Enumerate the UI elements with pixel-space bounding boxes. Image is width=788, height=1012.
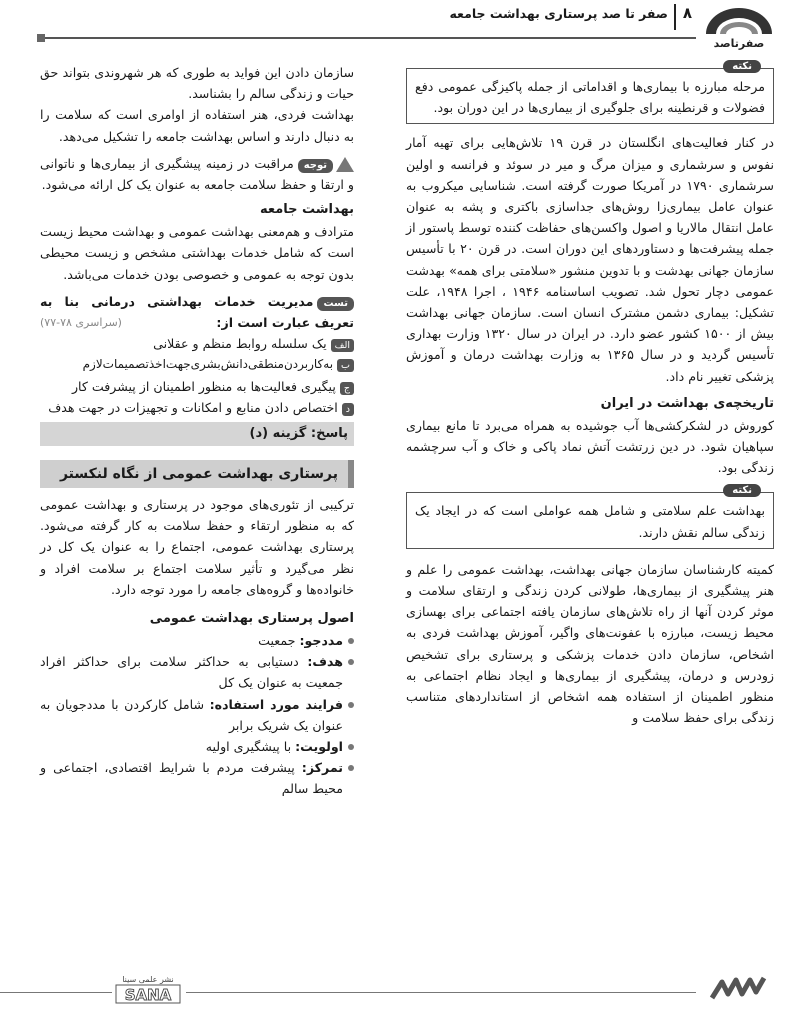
corner-mark-icon [708, 974, 768, 1004]
option-key: د [342, 403, 354, 416]
list-item [40, 757, 354, 799]
option-key: ب [337, 359, 354, 372]
option-b [40, 354, 354, 375]
community-health-heading: بهداشت جامعه [259, 202, 354, 218]
iran-history-heading: تاریخچه‌ی بهداشت در ایران [600, 395, 774, 411]
who-definition-paragraph: کمیته کارشناسان سازمان جهانی بهداشت، بهداشت عمومی را علم و هنر پیشگیری از بیماری‌ها، طولانی کردن زندگی و ارتقای سلامت و موثر کردن آنها از راه تلاش‌های سازمان یافته اجتماعی برای بهسازی محیط زیست، مبارزه با عفونت‌های واگیر، آموزش بهداشت فردی به اشخاص، سازمان دادن خدمات پزشکی و پرستاری برای تشخیص زودرس و درمان، پیشگیری از بیماری‌ها و ایجاد نظام اجتماعی به منظور اطمینان از استفاده همه اشخاص از استانداردهای متناسب زندگی برای حفظ سلامت و [406, 561, 774, 726]
list-item [40, 651, 354, 693]
note-badge: نکته [723, 484, 761, 497]
attention-badge: توجه [298, 159, 333, 173]
answer-bar: پاسخ: گزینه (د) [40, 422, 354, 446]
note-text: مرحله مبارزه با بیماری‌ها و اقداماتی از جمله پاکیزگی عمومی دفع فضولات و قرنطینه برای جلوگیری از بیماری‌ها در این دوران بود. [415, 79, 765, 116]
test-badge: تست [317, 297, 354, 311]
note-box [406, 61, 774, 124]
attention-text: مراقبت در زمینه پیشگیری از بیماری‌ها و ناتوانی و ارتقا و حفظ سلامت جامعه به عنوان یک کل ارائه می‌شود. [40, 155, 354, 193]
running-title: صفر تا صد پرستاری بهداشت جامعه [449, 6, 668, 21]
history-paragraph: در کنار فعالیت‌های انگلستان در قرن ۱۹ تلاش‌هایی برای تهیه آمار نفوس و سرشماری و میزان مرگ و میر در سوئد و فرانسه و اولین سرشماری ۱۷۹۰ در آمریکا صورت گرفته است. شناسایی میکروب به عنوان عامل بیماری‌زا روش‌های جداسازی باکتری و پشه به عنوان عامل انتقال مالاریا و اصول واکسن‌های حفاظت کننده توسط پاستور از جمله پیشرفت‌ها و دستاوردهای این دوران است. در قرن ۲۰ با تأسیس سازمان جهانی بهدشت و با تدوین منشور «سلامتی برای همه» بهدشت عمومی دچار تحول شد. تصویب اساسنامه ۱۹۴۶ ، اجرا ۱۹۴۸، علت تشکیل: بیماری دشمن مشترک انسان است. سازمان جهانی بهداشت بیش از ۱۵۰۰ کشور عضو دارد. در ایران در سال ۱۳۲۰ وزارت بهداری تأسیس گردید و در سال ۱۳۶۵ به وزارت بهداشت درمان و آموزش پزشکی تغییر نام داد. [406, 135, 775, 384]
note-box [406, 485, 774, 548]
question-text: مدیریت خدمات بهداشتی درمانی بنا به تعریف عبارت است از: [40, 293, 354, 331]
option-a [40, 333, 354, 354]
publisher-logo-icon [112, 972, 184, 1006]
list-item [40, 736, 354, 757]
option-d [40, 397, 354, 418]
header-rule-end [37, 34, 45, 42]
header-rule [40, 37, 696, 39]
left-column [40, 62, 354, 800]
page-number: ۸ [682, 4, 692, 22]
section-title: پرستاری بهداشت عمومی از نگاه لنکستر [40, 460, 354, 488]
list-item [40, 694, 354, 736]
option-text: اختصاص دادن منابع و امکانات و تجهیزات در جهت هدف [48, 399, 338, 415]
note-text: بهداشت علم سلامتی و شامل همه عواملی است که در ایجاد یک زندگی سالم نقش دارند. [415, 503, 765, 540]
item-label: تمرکز: [301, 760, 343, 776]
option-c [40, 376, 354, 397]
item-text: پیشرفت مردم با شرایط اقتصادی، اجتماعی و محیط سالم [40, 760, 343, 797]
community-health-paragraph: مترادف و هم‌معنی بهداشت عمومی و بهداشت محیط زیست است که شامل خدمات بهداشتی مشخص و زیست محیطی بدون توجه به عمومی و خصوصی بودن خدمات می‌باشد. [40, 224, 354, 282]
item-label: مددجو: [299, 633, 343, 649]
section-paragraph: ترکیبی از تئوری‌های موجود در پرستاری و بهداشت عمومی که به منظور ارتقاء و حفظ سلامت به کار گرفته می‌شود. پرستاری بهداشت عمومی، اجتماع را به عنوان یک کل در نظر می‌گیرد و تأثیر سلامت اجتماع بر سلامت افراد و خانواده‌ها و گروه‌های جامعه را مورد توجه دارد. [40, 497, 354, 597]
attention-note [40, 153, 354, 195]
item-text: شامل کارکردن با مددجویان به عنوان یک شریک برابر [40, 696, 343, 733]
note-badge: نکته [723, 60, 761, 73]
iran-history-paragraph: کوروش در لشکرکشی‌ها آب جوشیده به همراه می‌برد تا مانع بیماری سپاهیان شود. در دین زرتشت آتش نماد پاکی و خاک و آب سرچشمه زندگی بود. [406, 417, 774, 476]
item-text: جمعیت [258, 633, 300, 649]
right-column [406, 62, 774, 728]
footer-rule-left [0, 992, 112, 993]
item-label: اولویت: [295, 739, 343, 755]
logo-text: صفرتاصد [713, 37, 765, 50]
warning-icon [336, 157, 354, 172]
option-text: یک سلسله روابط منظم و عقلانی [153, 336, 327, 352]
test-question [40, 291, 354, 446]
option-key: الف [331, 339, 354, 352]
principles-list [40, 630, 354, 800]
publisher-name: SANA [124, 986, 172, 1004]
paragraph: سازمان دادن این فواید به طوری که هر شهروندی بتواند حق حیات و زندگی سالم را بشناسد. [40, 65, 354, 102]
header-separator [674, 4, 676, 30]
paragraph: بهداشت فردی، هنر استفاده از اوامری است که سلامت را به دنبال دارند و اساس بهداشت جامعه را تشکیل می‌دهد. [40, 107, 354, 144]
list-item [40, 630, 354, 651]
principles-heading: اصول پرستاری بهداشت عمومی [149, 611, 354, 627]
series-logo-icon [698, 4, 780, 50]
option-key: ج [340, 382, 354, 395]
publisher-small-text: نشر علمی سینا [122, 975, 174, 984]
option-text: به‌کاربردن‌منطقی‌دانش‌بشری‌جهت‌اخذتصمیمات‌لازم [82, 357, 334, 372]
option-text: پیگیری فعالیت‌ها به منظور اطمینان از پیشرفت کار [71, 378, 336, 394]
item-label: فرایند مورد استفاده: [209, 696, 343, 712]
footer-rule [186, 992, 696, 993]
question-source: (سراسری ۷۸-۷۷) [40, 316, 122, 330]
item-text: با پیشگیری اولیه [205, 739, 296, 755]
test-question-text [40, 291, 354, 333]
item-label: هدف: [307, 654, 343, 670]
item-text: دستیابی به حداکثر سلامت برای حداکثر افراد جمعیت به عنوان یک کل [40, 654, 343, 691]
